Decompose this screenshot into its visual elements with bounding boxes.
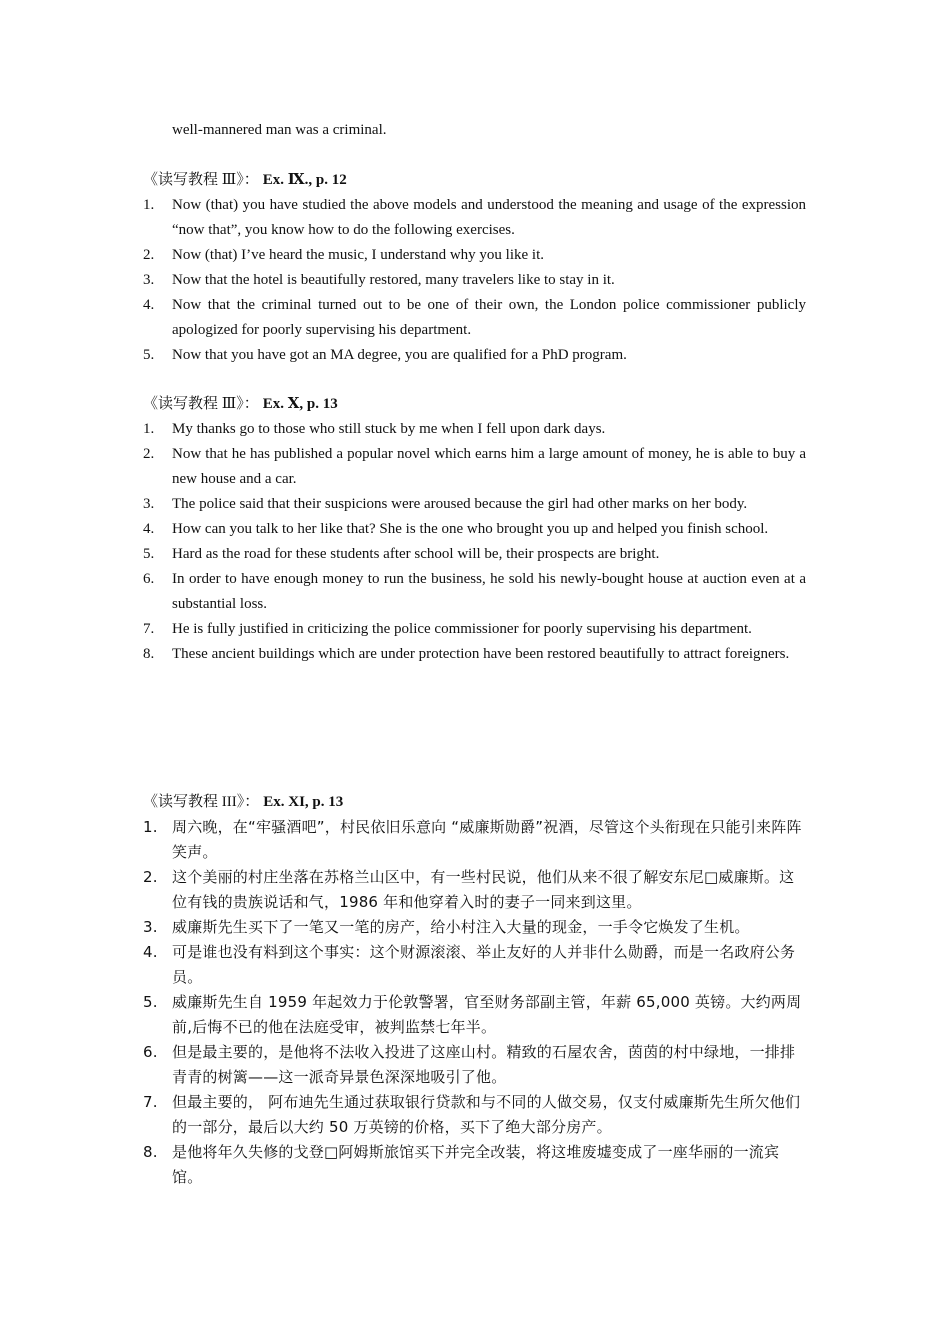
section-heading [143, 168, 806, 193]
list-item: 1. My thanks go to those who still stuck by me when I fell upon dark days. [143, 421, 606, 437]
list-item: 6. In order to have enough money to run the business, he sold his newly-bought house at auction even at a substantial loss. [143, 571, 806, 612]
list-item: 7. He is fully justified in criticizing the police commissioner for poorly supervising his department. [143, 621, 752, 637]
list-item: 4. 可是谁也没有料到这个事实：这个财源滚滚、举止友好的人并非什么勋爵，而是一名政府公务员。 [143, 943, 796, 986]
list-item: 6. 但是最主要的，是他将不法收入投进了这座山村。精致的石屋农舍，茵茵的村中绿地，一排排青青的树篱——这一派奇异景色深深地吸引了他。 [143, 1043, 796, 1086]
list-item: 8. 是他将年久失修的戈登□阿姆斯旅馆买下并完全改装，将这堆废墟变成了一座华丽的一流宾馆。 [143, 1143, 780, 1186]
exercise-section-x [143, 392, 806, 667]
translation-list [143, 815, 806, 1190]
exercise-section-xi [143, 790, 806, 1190]
book-title: 《读写教程 Ⅲ》： [143, 172, 259, 188]
list-item: 2. Now (that) I’ve heard the music, I understand why you like it. [143, 247, 544, 263]
list-item: 2. 这个美丽的村庄坐落在苏格兰山区中，有一些村民说，他们从来不很了解安东尼□威廉斯。这位有钱的贵族说话和气，1986 年和他穿着入时的妻子一同来到这里。 [143, 868, 795, 911]
section-heading [143, 392, 806, 417]
list-item: 3. Now that the hotel is beautifully restored, many travelers like to stay in it. [143, 272, 615, 288]
list-item: 3. The police said that their suspicions were aroused because the girl had other marks on her body. [143, 496, 748, 512]
list-item: 5. 威廉斯先生自 1959 年起效力于伦敦警署，官至财务部副主管，年薪 65,000 英镑。大约两周前,后悔不已的他在法庭受审，被判监禁七年半。 [143, 993, 802, 1036]
list-item: 1. Now (that) you have studied the above models and understood the meaning and usage of the expression “now that”, you know how to do the following exercises. [143, 197, 806, 238]
answer-list [143, 417, 806, 667]
exercise-ref: Ex. Ⅸ., p. 12 [262, 172, 347, 188]
list-item: 4. How can you talk to her like that? She is the one who brought you up and helped you finish school. [143, 521, 769, 537]
list-item: 3. 威廉斯先生买下了一笔又一笔的房产，给小村注入大量的现金，一手令它焕发了生机。 [143, 918, 750, 936]
exercise-ref: Ex. XI, p. 13 [263, 794, 344, 810]
book-title: 《读写教程 Ⅲ》： [143, 396, 259, 412]
list-item: 7. 但最主要的， 阿布迪先生通过获取银行贷款和与不同的人做交易，仅支付威廉斯先生所欠他们的一部分，最后以大约 50 万英镑的价格，买下了绝大部分房产。 [143, 1093, 801, 1136]
section-heading [143, 790, 806, 815]
list-item: 5. Now that you have got an MA degree, you are qualified for a PhD program. [143, 347, 627, 363]
list-item: 1. 周六晚，在“牢骚酒吧”，村民依旧乐意向 “威廉斯勋爵”祝酒，尽管这个头衔现在只能引来阵阵笑声。 [143, 818, 802, 861]
list-item: 2. Now that he has published a popular novel which earns him a large amount of money, he is able to buy a new house and a car. [143, 446, 806, 487]
continuation-text: well-mannered man was a criminal. [172, 122, 387, 138]
exercise-ref: Ex. Ⅹ, p. 13 [262, 396, 338, 412]
list-item: 8. These ancient buildings which are under protection have been restored beautifully to attract foreigners. [143, 646, 790, 662]
list-item: 5. Hard as the road for these students after school will be, their prospects are bright. [143, 546, 660, 562]
list-item: 4. Now that the criminal turned out to be one of their own, the London police commissioner publicly apologized for poorly supervising his department. [143, 297, 806, 338]
book-title: 《读写教程 III》： [143, 794, 260, 810]
answer-list [143, 193, 806, 368]
exercise-section-ix [143, 168, 806, 368]
